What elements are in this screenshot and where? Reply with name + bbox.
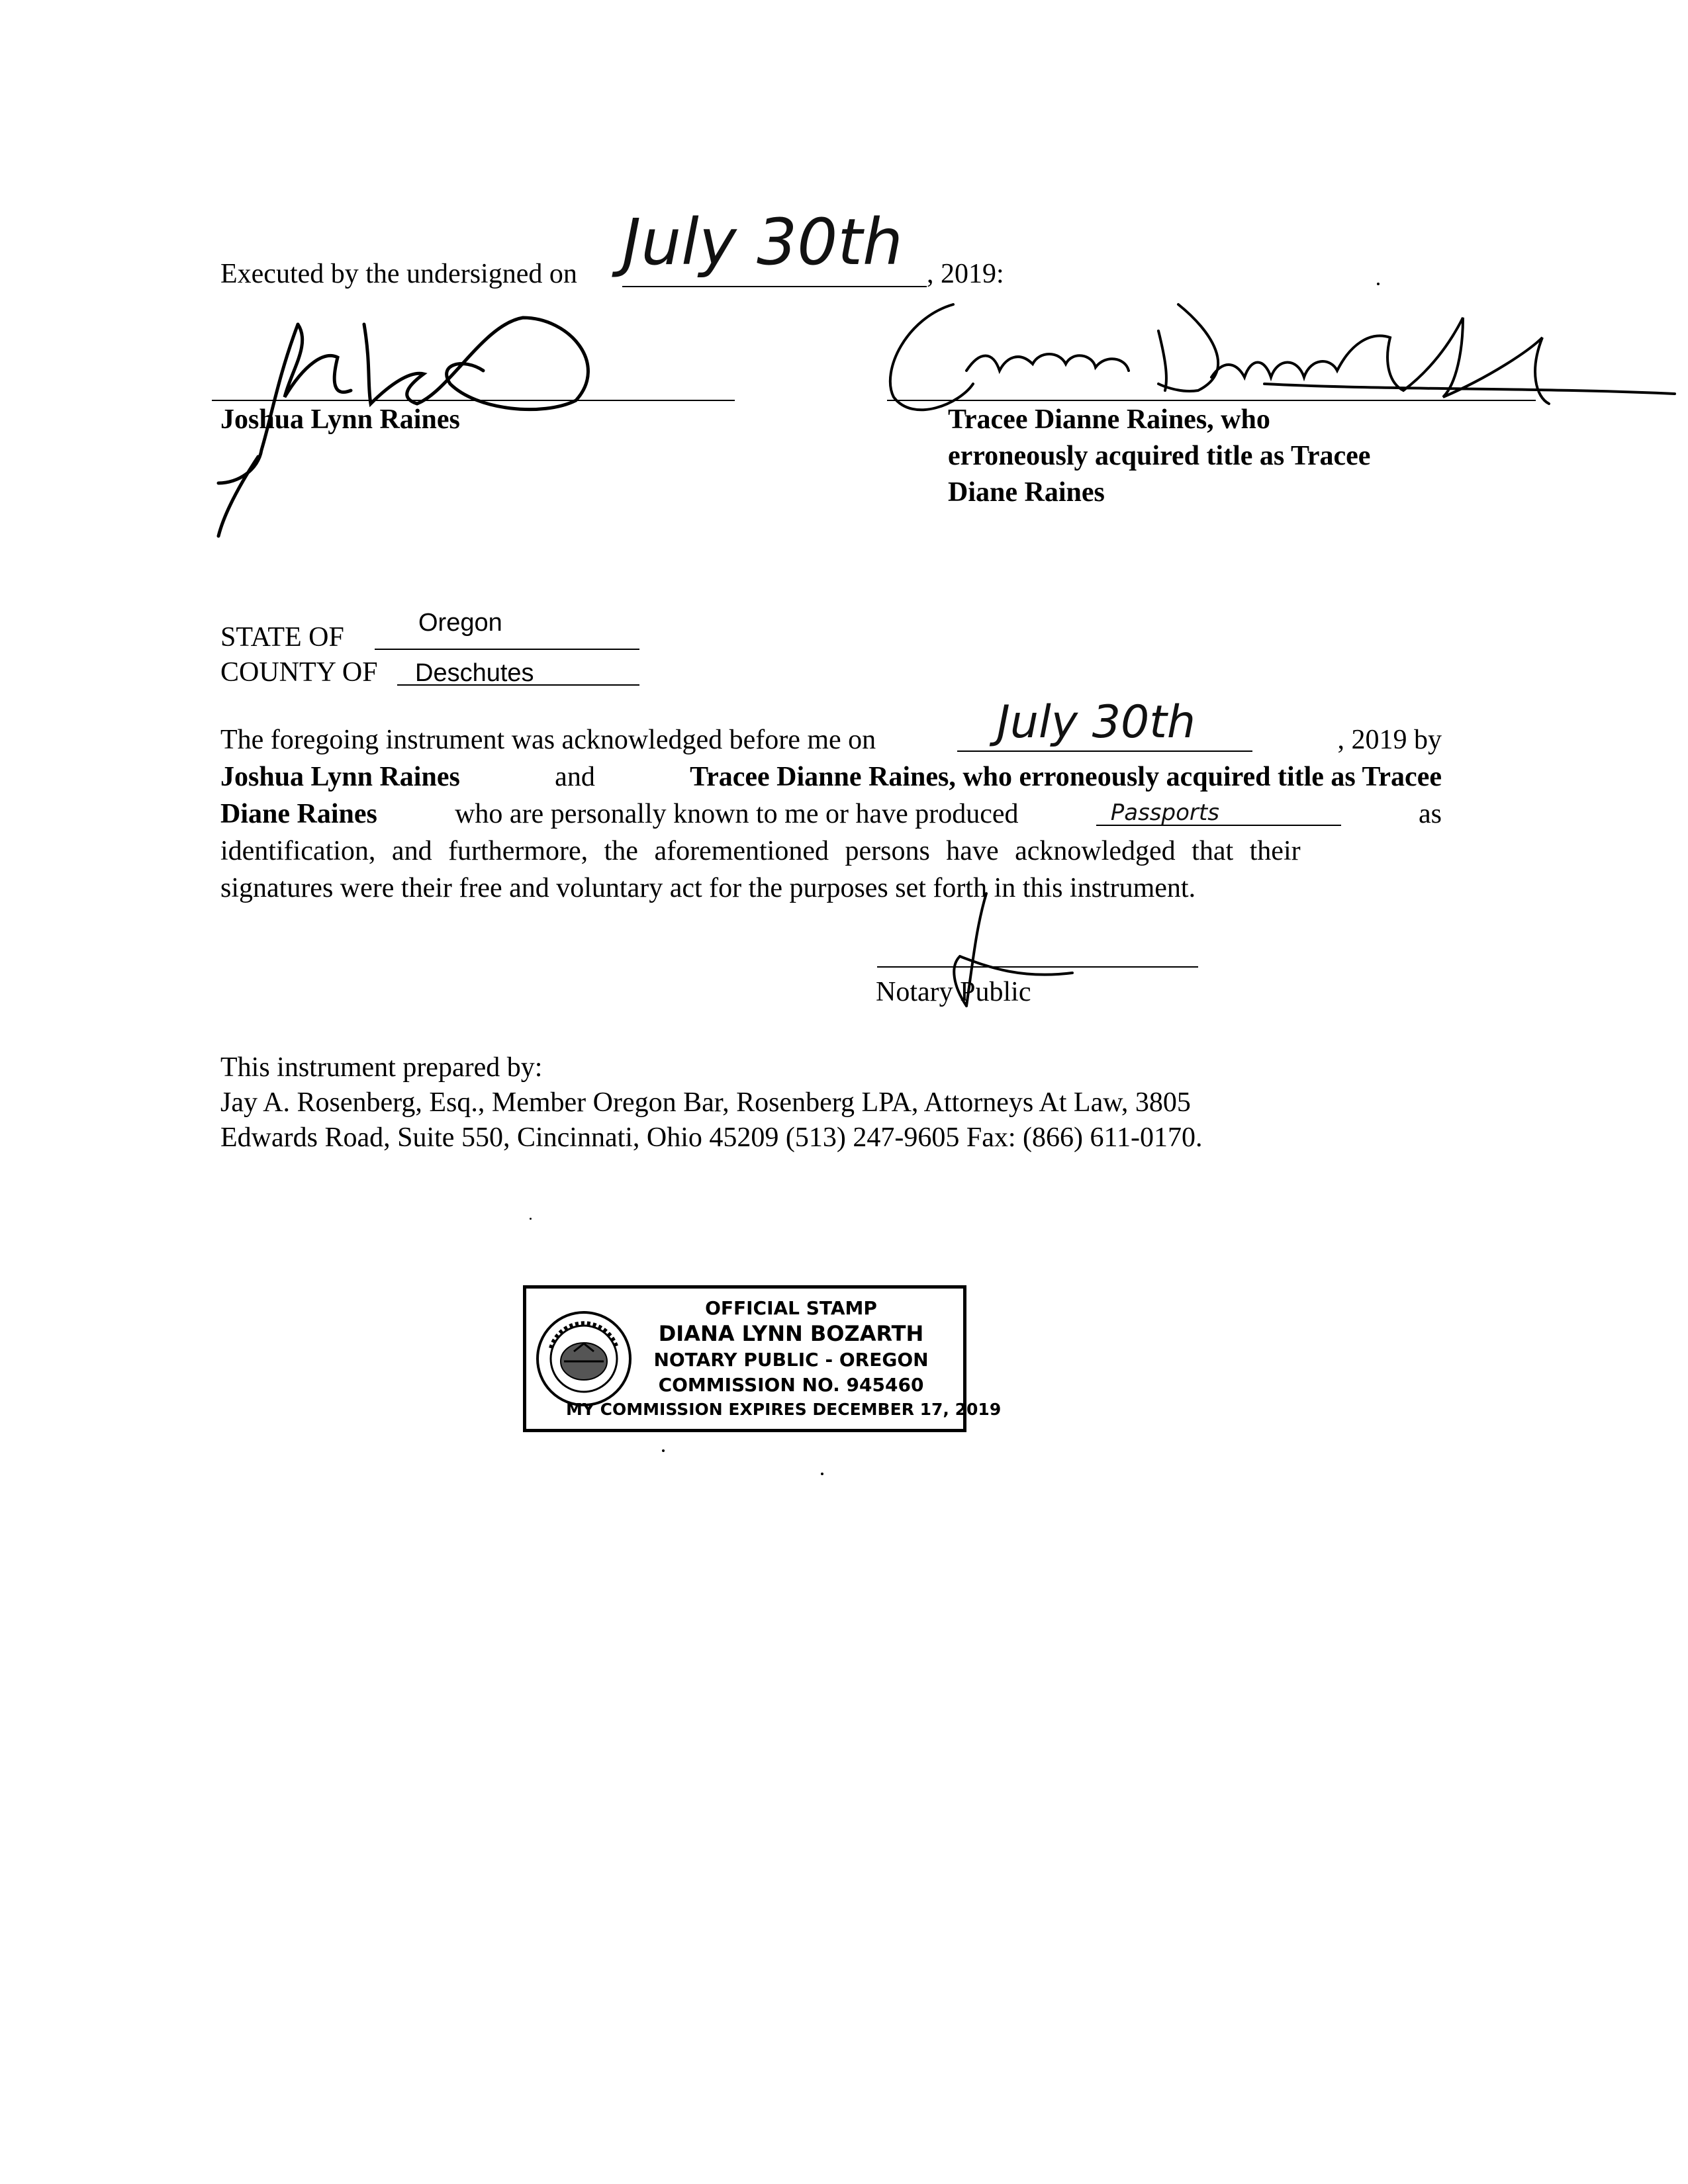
scan-speck bbox=[1377, 283, 1380, 285]
right-signer-name-line3: Diane Raines bbox=[948, 477, 1105, 508]
ack-id-blank bbox=[1096, 796, 1341, 833]
stamp-commission-number: COMMISSION NO. 945460 bbox=[658, 1374, 924, 1396]
ack-line-2 bbox=[220, 758, 1442, 796]
ack-date-line bbox=[957, 751, 1252, 752]
scan-speck bbox=[821, 1473, 823, 1475]
right-signer-name-line2: erroneously acquired title as Tracee bbox=[948, 441, 1371, 471]
ack-line-1-tail: , 2019 by bbox=[1337, 725, 1442, 755]
prepared-by-line2: Edwards Road, Suite 550, Cincinnati, Ohio 45209 (513) 247-9605 Fax: (866) 611-0170. bbox=[220, 1122, 1203, 1153]
ack-line-1 bbox=[220, 696, 1442, 758]
county-value: Deschutes bbox=[415, 659, 534, 687]
ack-line-3-tail: as bbox=[1418, 799, 1442, 829]
ack-line-3-text: who are personally known to me or have produced bbox=[455, 799, 1019, 829]
left-signer-name: Joshua Lynn Raines bbox=[220, 404, 460, 435]
ack-line-4-text: identification, and furthermore, the aforementioned persons have acknowledged that their bbox=[220, 836, 1301, 866]
notary-public-label: Notary Public bbox=[876, 977, 1031, 1007]
execution-prefix: Executed by the undersigned on bbox=[220, 259, 577, 289]
execution-date-line bbox=[622, 286, 927, 287]
prepared-by-line1: Jay A. Rosenberg, Esq., Member Oregon Bar, Rosenberg LPA, Attorneys At Law, 3805 bbox=[220, 1087, 1191, 1118]
state-value: Oregon bbox=[418, 609, 502, 637]
ack-line-5 bbox=[220, 870, 1442, 907]
ack-and: and bbox=[555, 762, 595, 792]
stamp-title: OFFICIAL STAMP bbox=[705, 1297, 877, 1319]
ack-id-handwritten: Passports bbox=[1110, 799, 1219, 826]
ack-name-joshua: Joshua Lynn Raines bbox=[220, 762, 460, 792]
ack-line-1-text: The foregoing instrument was acknowledged before me on bbox=[220, 725, 876, 755]
ack-id-line bbox=[1096, 825, 1341, 826]
stamp-notary-name: DIANA LYNN BOZARTH bbox=[658, 1321, 924, 1346]
execution-date-handwritten: July 30th bbox=[622, 205, 903, 279]
scan-speck bbox=[530, 1218, 532, 1220]
ack-line-5-text: signatures were their free and voluntary act for the purposes set forth in this instrument. bbox=[220, 873, 1196, 903]
ack-name-tracee: Tracee Dianne Raines, who erroneously acquired title as Tracee bbox=[690, 762, 1442, 792]
prepared-by-heading: This instrument prepared by: bbox=[220, 1052, 543, 1083]
stamp-expiration: MY COMMISSION EXPIRES DECEMBER 17, 2019 bbox=[566, 1400, 1002, 1419]
ack-name-diane: Diane Raines bbox=[220, 799, 377, 829]
stamp-role: NOTARY PUBLIC - OREGON bbox=[653, 1349, 929, 1371]
scan-speck bbox=[662, 1449, 665, 1452]
ack-date-handwritten: July 30th bbox=[996, 696, 1196, 749]
notary-signature-line bbox=[877, 966, 1198, 968]
state-line bbox=[375, 649, 639, 650]
ack-date-blank bbox=[957, 696, 1256, 758]
execution-year: , 2019: bbox=[927, 259, 1004, 289]
acknowledgment-paragraph bbox=[220, 696, 1442, 907]
state-label: STATE OF bbox=[220, 622, 344, 653]
ack-line-3 bbox=[220, 796, 1442, 833]
county-label: COUNTY OF bbox=[220, 657, 378, 688]
right-signer-name-line1: Tracee Dianne Raines, who bbox=[948, 404, 1270, 435]
official-notary-stamp bbox=[523, 1285, 1002, 1432]
ack-line-4 bbox=[220, 833, 1442, 870]
left-signature-scribble bbox=[199, 285, 609, 496]
